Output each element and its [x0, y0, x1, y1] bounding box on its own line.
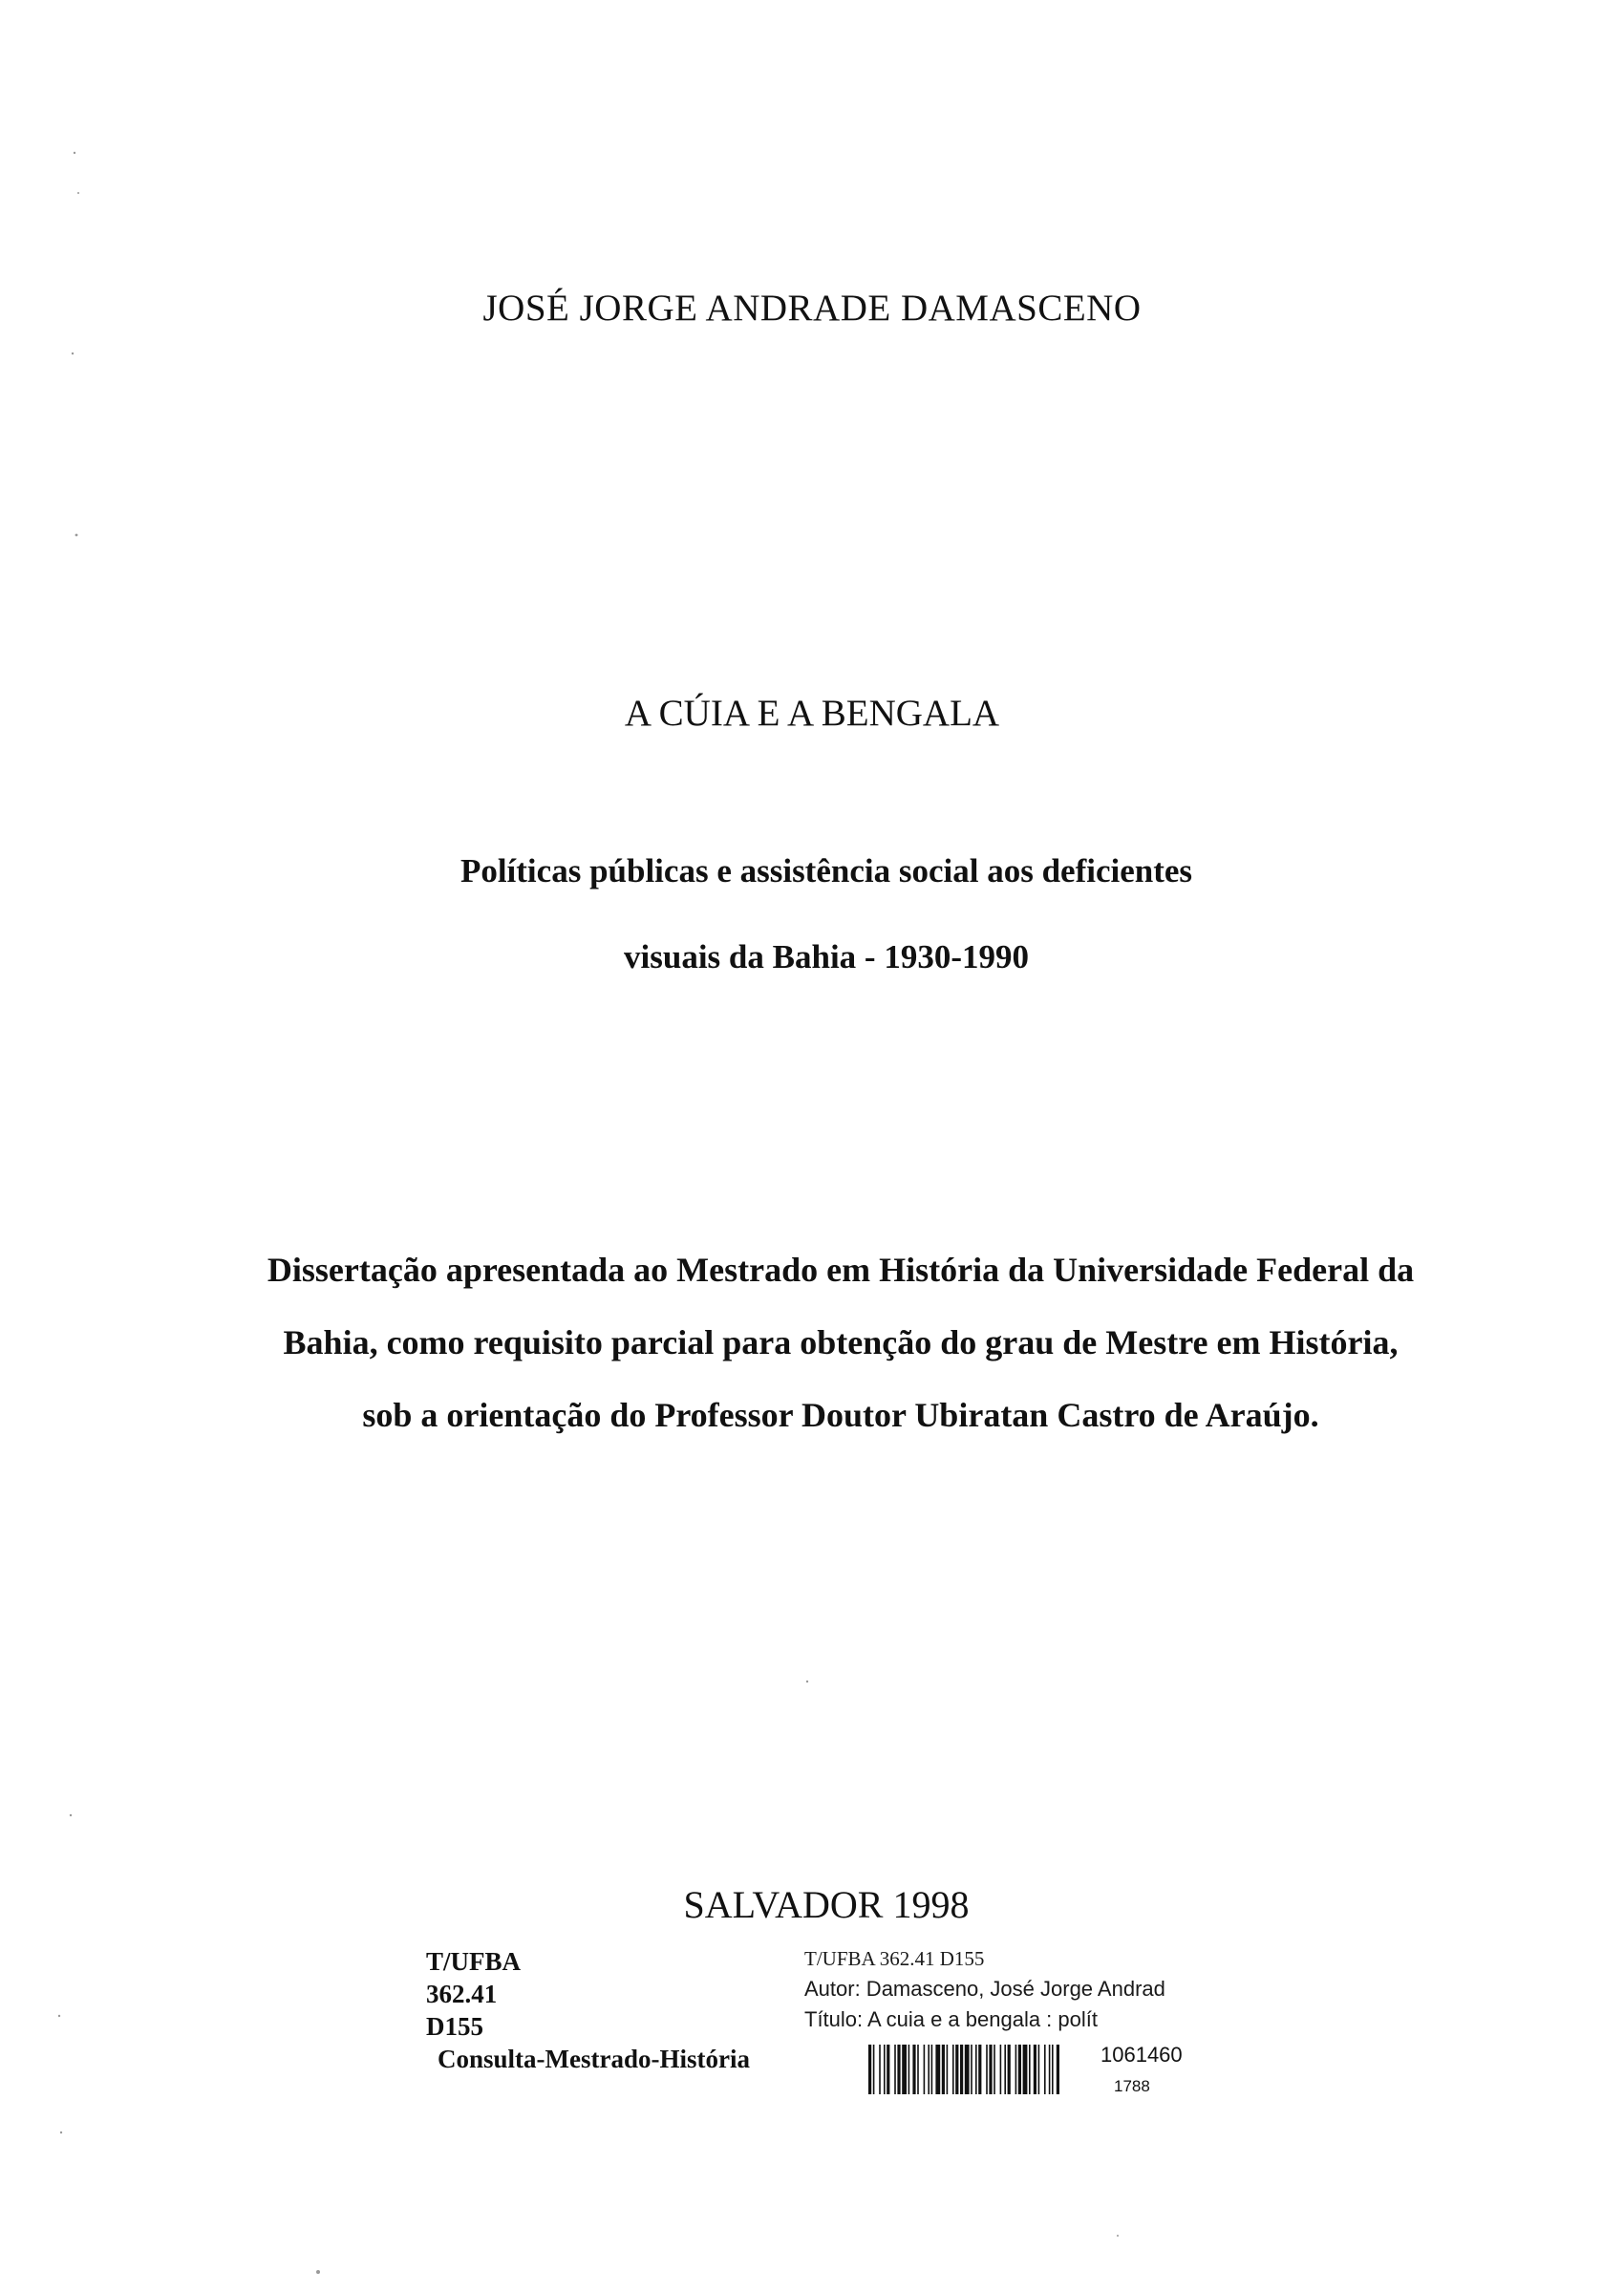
barcode-number: 1061460 — [1100, 2043, 1183, 2067]
dissertation-statement-line-2: Bahia, como requisito parcial para obtenção do grau de Mestre em História, — [283, 1323, 1399, 1361]
call-number-line-4: Consulta-Mestrado-História — [438, 2045, 750, 2073]
subtitle-line-2: visuais da Bahia - 1930-1990 — [624, 938, 1029, 975]
call-number-line-2: 362.41 — [426, 1980, 498, 2008]
document-title: A CÚIA E A BENGALA — [624, 693, 1000, 734]
place-and-year: SALVADOR 1998 — [683, 1883, 970, 1926]
call-number-line-1: T/UFBA — [426, 1947, 522, 1976]
author-name: JOSÉ JORGE ANDRADE DAMASCENO — [482, 288, 1142, 329]
dissertation-statement-line-1: Dissertação apresentada ao Mestrado em História da Universidade Federal da — [267, 1251, 1415, 1289]
subtitle-line-1: Políticas públicas e assistência social aos deficientes — [459, 852, 1193, 889]
dissertation-statement-line-3: sob a orientação do Professor Doutor Ubiratan Castro de Araújo. — [362, 1396, 1319, 1434]
call-number-line-3: D155 — [426, 2012, 483, 2041]
secondary-number: 1788 — [1114, 2077, 1150, 2095]
barcode-image — [868, 2045, 1059, 2094]
library-label-header: T/UFBA 362.41 D155 — [804, 1947, 985, 1970]
library-label-title: Título: A cuia e a bengala : polít — [804, 2007, 1098, 2031]
call-number-block — [426, 1945, 750, 2075]
library-label-author: Autor: Damasceno, José Jorge Andrad — [804, 1977, 1165, 2001]
library-label — [804, 1943, 1165, 2035]
